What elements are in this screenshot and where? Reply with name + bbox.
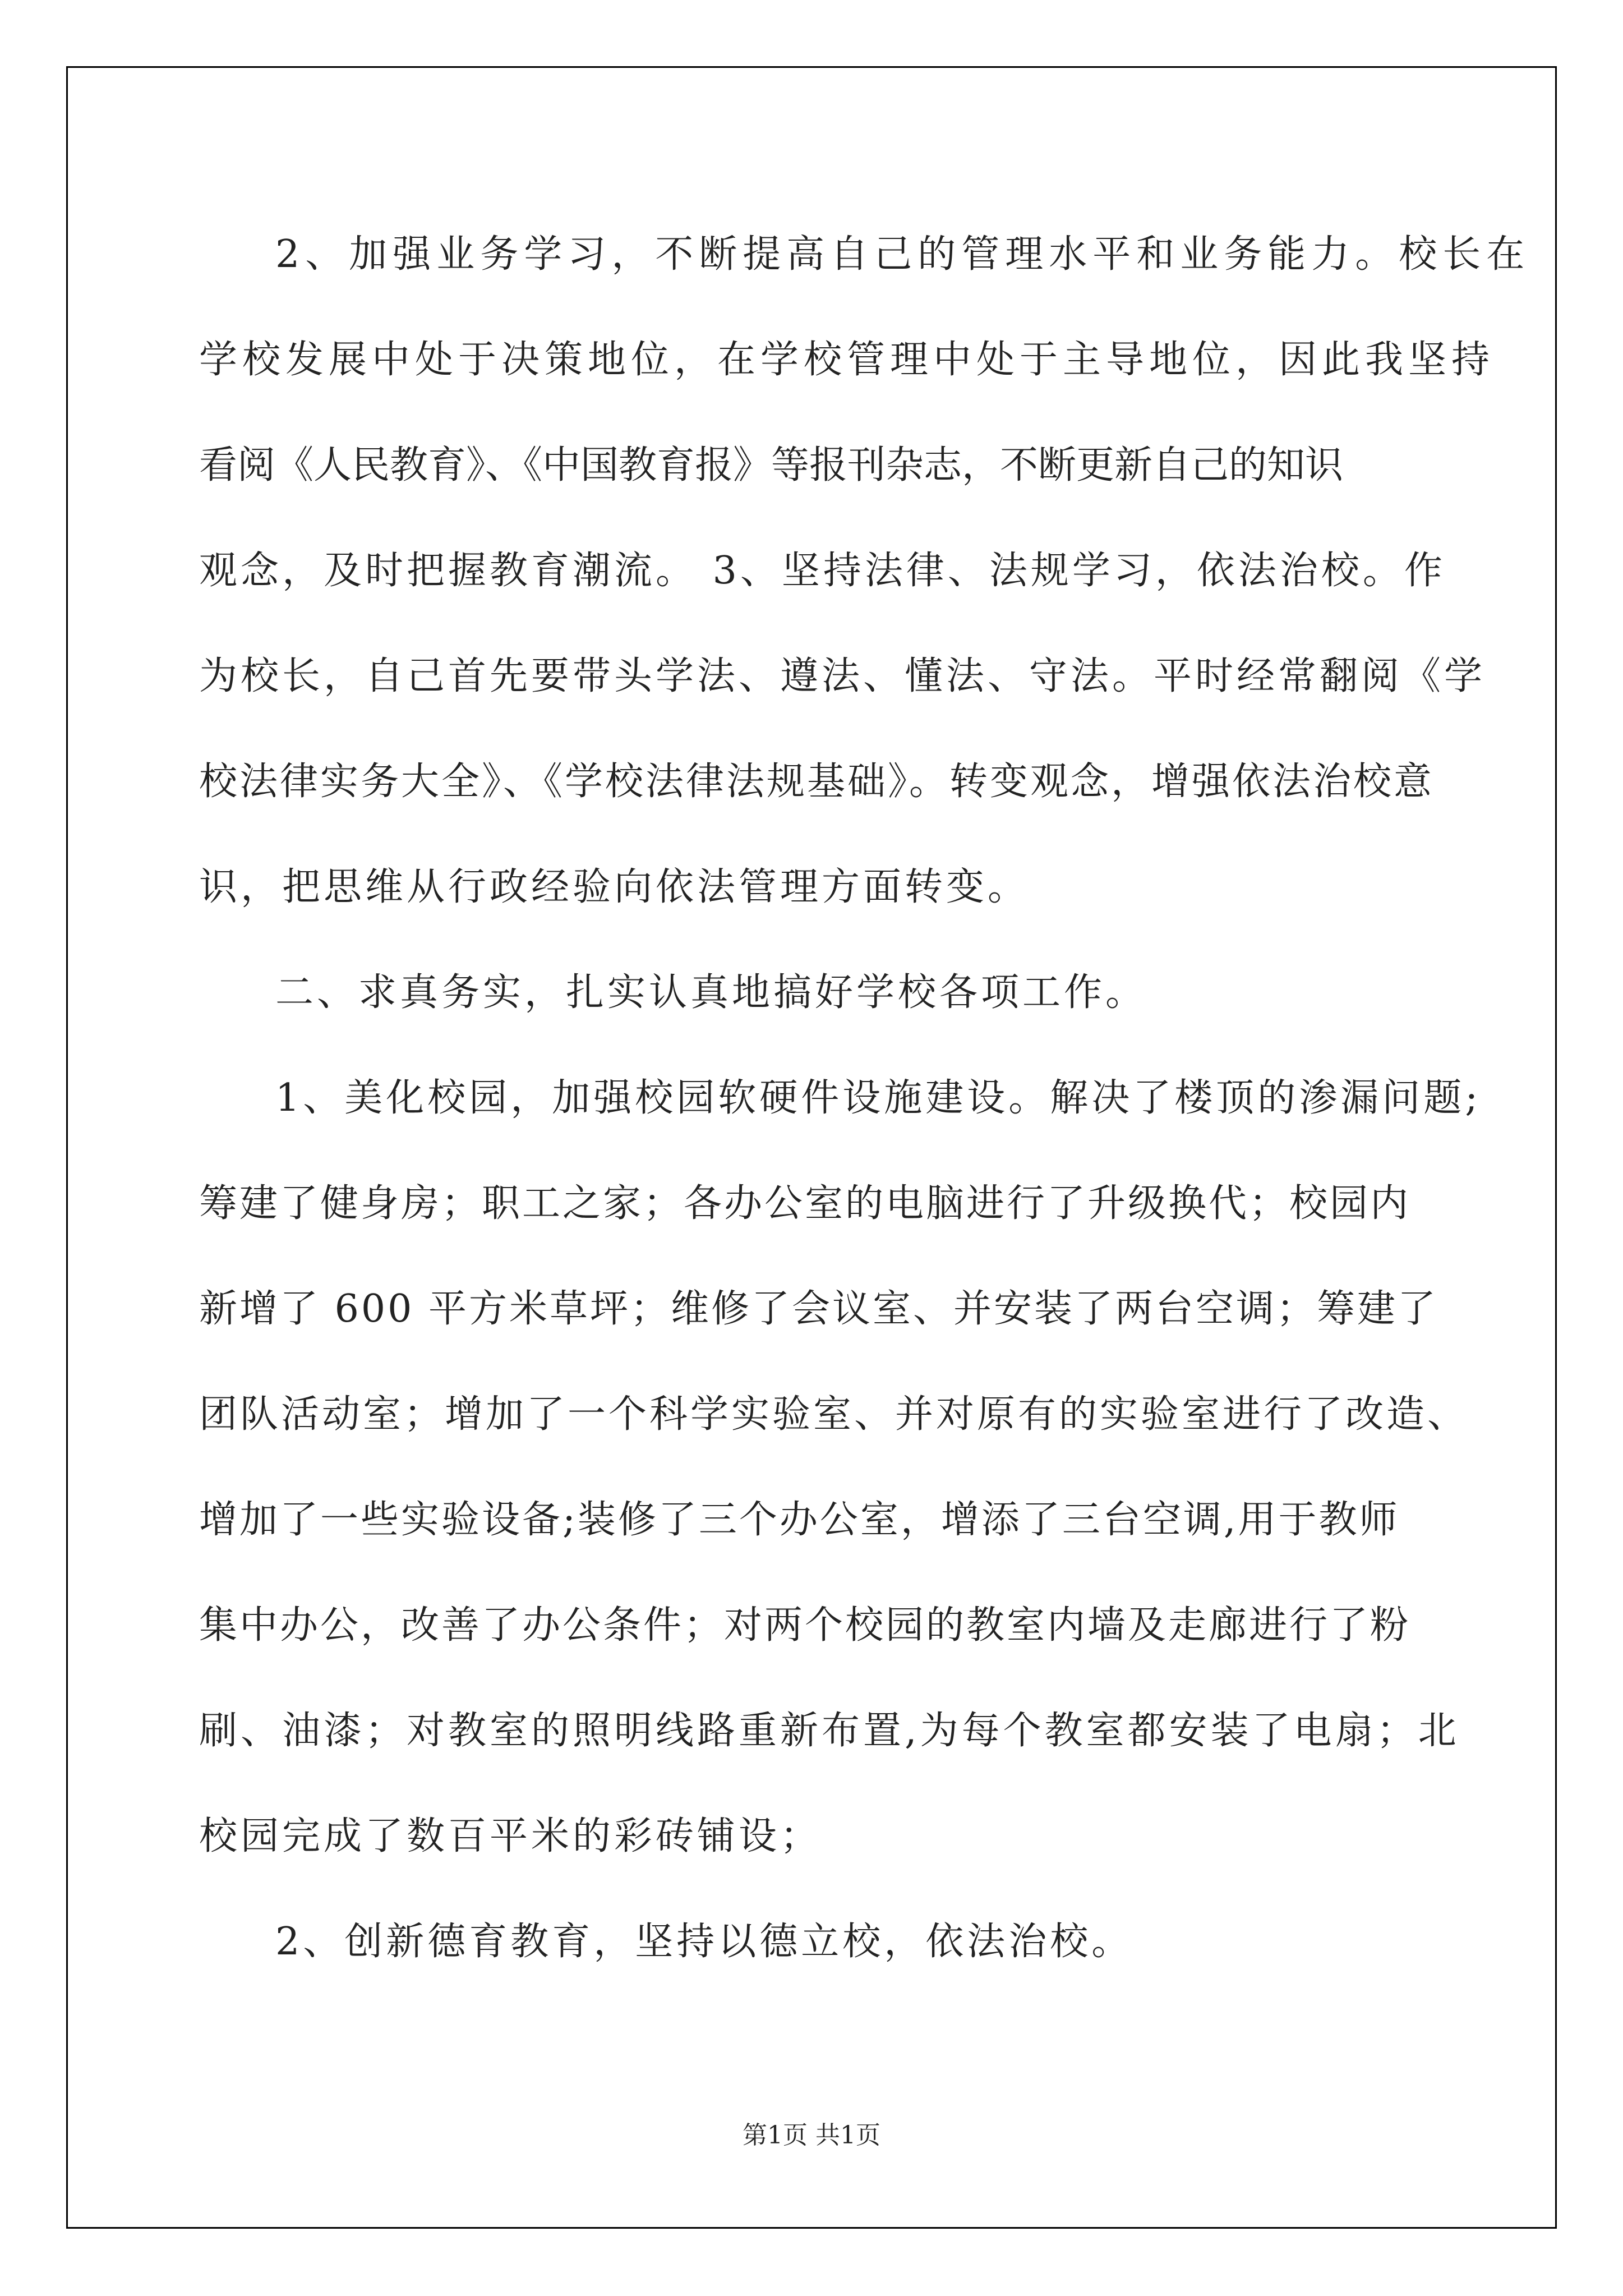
- paragraph-line: 筹建了健身房；职工之家；各办公室的电脑进行了升级换代；校园内: [199, 1181, 1411, 1226]
- paragraph-line: 2、加强业务学习，不断提高自己的管理水平和业务能力。校长在: [275, 232, 1530, 277]
- page-number-footer: 第1页 共1页: [743, 2121, 880, 2150]
- paragraph-line: 增加了一些实验设备;装修了三个办公室，增添了三台空调,用于教师: [199, 1498, 1400, 1542]
- document-body: [199, 202, 1530, 1995]
- paragraph-line: 新增了 600 平方米草坪；维修了会议室、并安装了两台空调；筹建了: [199, 1287, 1438, 1331]
- paragraph-line: 2、创新德育教育，坚持以德立校，依法治校。: [275, 1920, 1133, 1964]
- paragraph-line: 1、美化校园，加强校园软硬件设施建设。解决了楼顶的渗漏问题;: [275, 1076, 1482, 1120]
- paragraph-line: 校园完成了数百平米的彩砖铺设；: [199, 1814, 822, 1858]
- paragraph-line: 校法律实务大全》、《学校法律法规基础》。转变观念，增强依法治校意: [199, 760, 1435, 804]
- paragraph-line: 识，把思维从行政经验向依法管理方面转变。: [199, 865, 1030, 909]
- paragraph-line: 刷、油漆；对教室的照明线路重新布置,为每个教室都安装了电扇；北: [199, 1709, 1460, 1753]
- paragraph-line: 观念，及时把握教育潮流。 3、坚持法律、法规学习，依法治校。作: [199, 549, 1446, 593]
- paragraph-line: 集中办公，改善了办公条件；对两个校园的教室内墙及走廊进行了粉: [199, 1603, 1411, 1648]
- paragraph-line: 团队活动室；增加了一个科学实验室、并对原有的实验室进行了改造、: [199, 1392, 1469, 1437]
- section-heading: 二、求真务实，扎实认真地搞好学校各项工作。: [275, 970, 1147, 1015]
- paragraph-line: 学校发展中处于决策地位，在学校管理中处于主导地位，因此我坚持: [199, 338, 1495, 382]
- paragraph-line: 看阅《人民教育》、《中国教育报》等报刊杂志，不断更新自己的知识: [199, 443, 1344, 487]
- paragraph-line: 为校长，自己首先要带头学法、遵法、懂法、守法。平时经常翻阅《学: [199, 654, 1486, 698]
